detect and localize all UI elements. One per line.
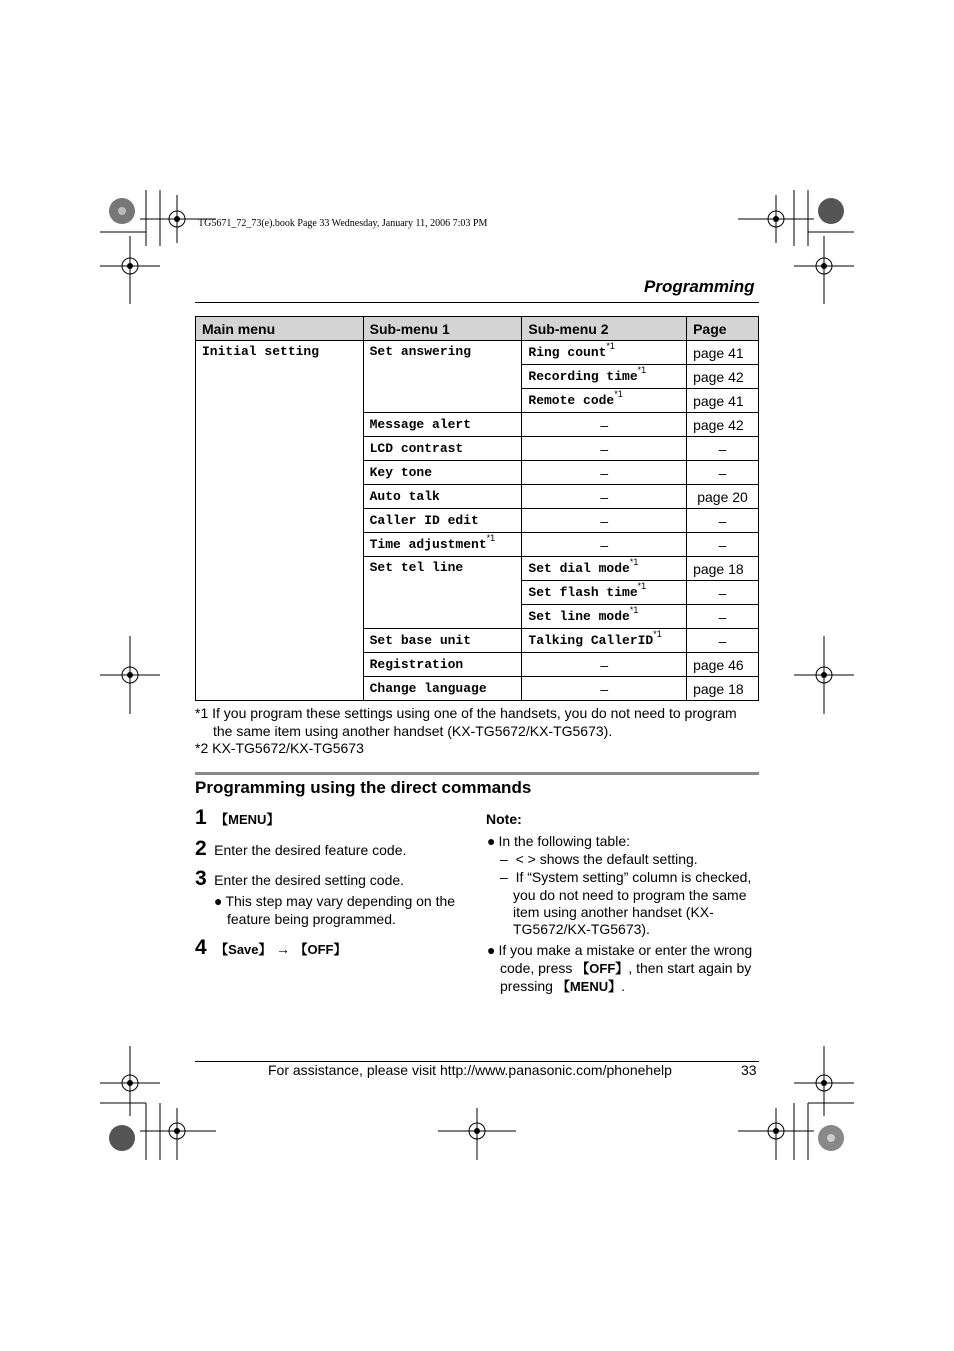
page-cell: – [687, 437, 759, 461]
sub1-cell: Set base unit [363, 629, 522, 653]
sub1-cell: Set tel line [363, 557, 522, 629]
sub2-cell: – [522, 677, 687, 701]
footnote-1-line2: the same item using another handset (KX-TG5672/KX-TG5673). [213, 723, 613, 739]
step-3-bullet-line2: feature being programmed. [227, 911, 396, 927]
footnote-1-mark: *1 [195, 705, 209, 721]
page-cell: page 20 [687, 485, 759, 509]
page-cell: page 42 [687, 413, 759, 437]
page-cell: – [687, 533, 759, 557]
page-cell: – [687, 629, 759, 653]
section-heading: Programming [644, 277, 755, 296]
save-key: 【Save】 [215, 942, 272, 957]
sub2-cell: – [522, 485, 687, 509]
footnote-2 [195, 740, 364, 758]
note-bullet-2: ● If you make a mistake or enter the wrong [487, 942, 753, 958]
sub1-cell: LCD contrast [363, 437, 522, 461]
sub2-cell: Set line mode$^{*1}$ [522, 605, 687, 629]
sub2-cell: – [522, 533, 687, 557]
sub1-cell: Caller ID edit [363, 509, 522, 533]
page-cell: – [687, 605, 759, 629]
arrow-icon: → [276, 941, 290, 957]
sub2-cell: – [522, 413, 687, 437]
sub2-cell: Remote code$^{*1}$ [522, 389, 687, 413]
step-1 [195, 806, 279, 830]
note-dash-2: – If “System setting” column is checked, [500, 869, 752, 885]
header-rule [195, 302, 759, 303]
sub1-cell: Registration [363, 653, 522, 677]
sub2-cell: Talking CallerID$^{*1}$ [522, 629, 687, 653]
sub2-cell: Ring count$^{*1}$ [522, 341, 687, 365]
step-4 [195, 936, 346, 960]
note-dash-2-line3: item using another handset (KX- [513, 904, 714, 920]
sub1-cell: Key tone [363, 461, 522, 485]
page-cell: – [687, 461, 759, 485]
step-3-number: 3 [195, 867, 207, 890]
note-dash-2-line4: TG5672/KX-TG5673). [513, 921, 650, 937]
page-cell: – [687, 509, 759, 533]
off-key: 【OFF】 [294, 942, 347, 957]
footnote-2-text: KX-TG5672/KX-TG5673 [212, 740, 364, 756]
note-bullet-1: ● In the following table: [487, 833, 630, 849]
note-bullet-2-line3: pressing 【MENU】. [500, 978, 626, 994]
menu-key: 【MENU】 [215, 812, 280, 827]
note-dash-2-line2: you do not need to program the same [513, 887, 747, 903]
table-header-row [196, 317, 759, 341]
page-cell: page 18 [687, 557, 759, 581]
sub1-cell: Time adjustment$^{*1}$ [363, 533, 522, 557]
sub1-cell: Change language [363, 677, 522, 701]
step-1-number: 1 [195, 806, 207, 829]
note-bullet-2-line2: code, press 【OFF】, then start again by [500, 960, 752, 976]
step-3 [195, 867, 404, 891]
step-2 [195, 837, 406, 861]
page-cell: page 41 [687, 341, 759, 365]
sub2-cell: – [522, 437, 687, 461]
footnote-1-line1: If you program these settings using one of the handsets, you do not need to program [212, 705, 737, 721]
sub1-cell: Message alert [363, 413, 522, 437]
step-3-text: Enter the desired setting code. [214, 872, 405, 888]
header-main-menu: Main menu [196, 317, 364, 341]
note-title: Note: [486, 811, 522, 827]
settings-table [195, 316, 759, 701]
page-number: 33 [741, 1062, 757, 1078]
step-4-number: 4 [195, 936, 207, 959]
page-cell: page 42 [687, 365, 759, 389]
sub2-cell: Set dial mode$^{*1}$ [522, 557, 687, 581]
step-3-bullet: ● This step may vary depending on the [214, 893, 456, 909]
table-row [196, 341, 759, 365]
sub1-cell: Auto talk [363, 485, 522, 509]
header-sub-menu-1: Sub-menu 1 [363, 317, 522, 341]
direct-commands-title: Programming using the direct commands [195, 778, 532, 797]
page-cell: – [687, 581, 759, 605]
step-2-text: Enter the desired feature code. [214, 842, 407, 858]
page-cell: page 46 [687, 653, 759, 677]
sub2-cell: – [522, 461, 687, 485]
header-sub-menu-2: Sub-menu 2 [522, 317, 687, 341]
print-info: TG5671_72_73(e).book Page 33 Wednesday, January 11, 2006 7:03 PM [198, 218, 488, 229]
sub2-cell: Set flash time$^{*1}$ [522, 581, 687, 605]
note-dash-1: – < > shows the default setting. [500, 851, 698, 867]
section-rule [195, 772, 759, 775]
sub2-cell: – [522, 653, 687, 677]
footer-assistance: For assistance, please visit http://www.panasonic.com/phonehelp [268, 1062, 672, 1078]
footnote-2-mark: *2 [195, 740, 209, 756]
footnote-1 [195, 705, 737, 723]
sub2-cell: Recording time$^{*1}$ [522, 365, 687, 389]
sub1-cell: Set answering [363, 341, 522, 413]
step-2-number: 2 [195, 837, 207, 860]
header-page: Page [687, 317, 759, 341]
sub2-cell: – [522, 509, 687, 533]
page-cell: page 41 [687, 389, 759, 413]
page-cell: page 18 [687, 677, 759, 701]
main-menu-cell: Initial setting [196, 341, 364, 701]
